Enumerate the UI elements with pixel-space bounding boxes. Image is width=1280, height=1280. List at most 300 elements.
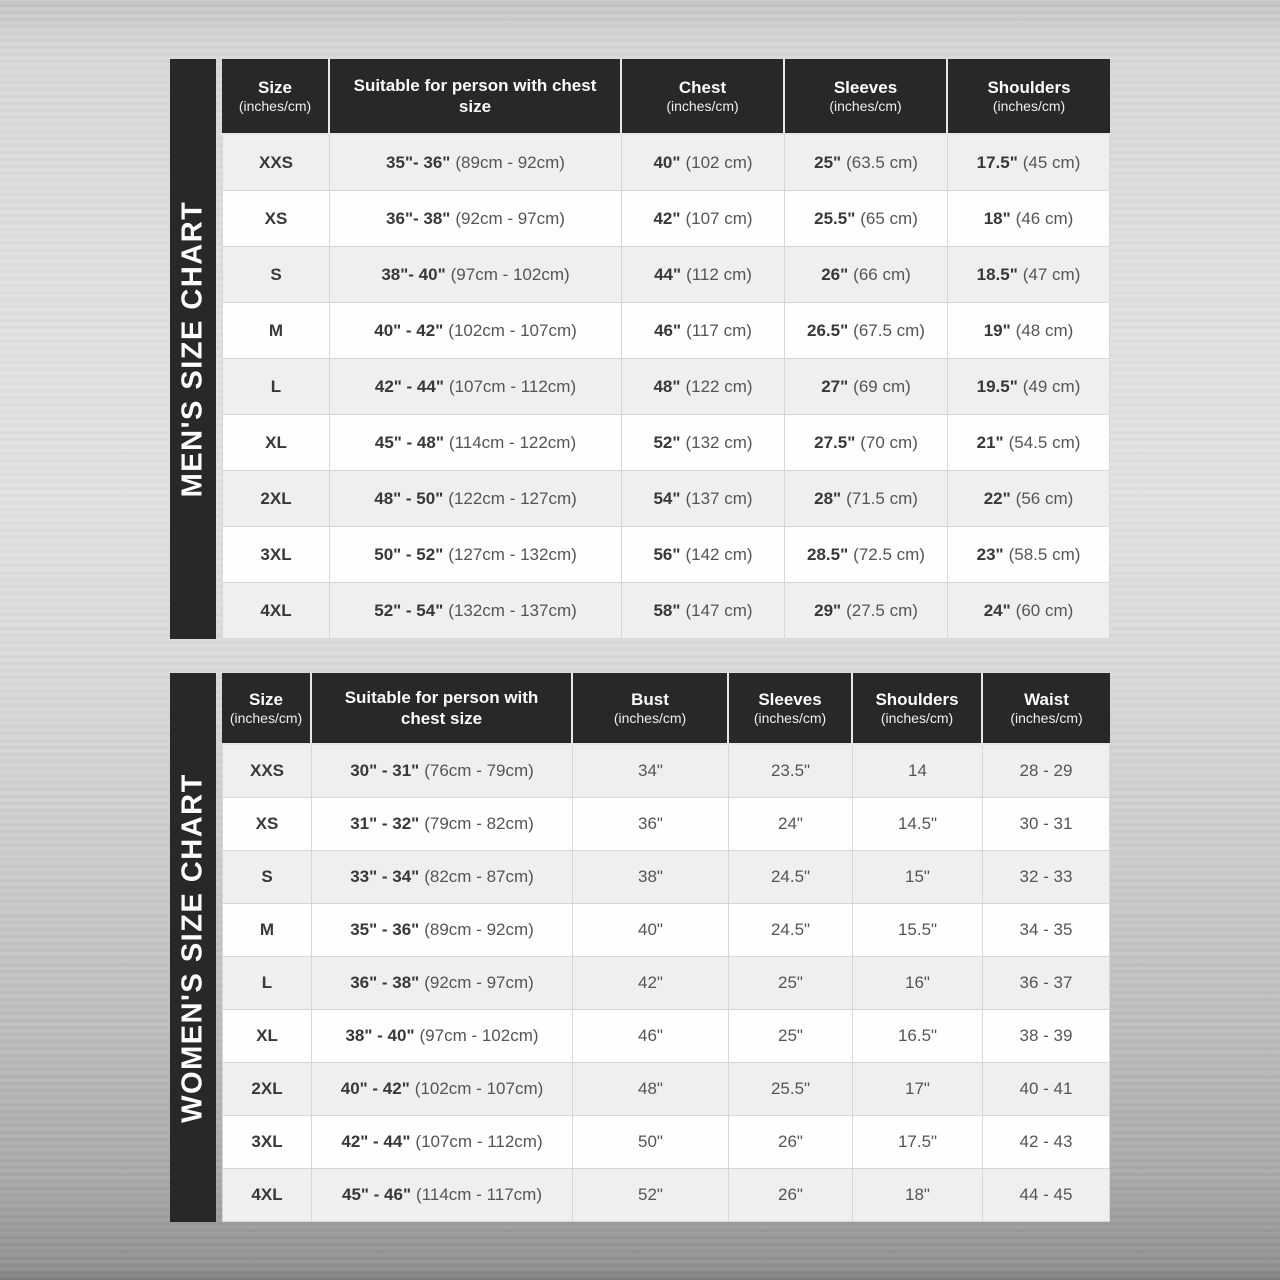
waist-value: 38 - 39 xyxy=(1019,1026,1073,1045)
header-subtitle: (inches/cm) xyxy=(1010,709,1083,726)
womens-table xyxy=(222,673,1110,1222)
waist-value: 40 - 41 xyxy=(1019,1079,1073,1098)
waist-cell xyxy=(983,957,1110,1010)
suitable-cm: (102cm - 107cm) xyxy=(448,320,577,340)
sleeves-value: 23.5" xyxy=(770,761,811,780)
size-cell xyxy=(222,471,330,527)
womens-header-sleeves xyxy=(729,673,853,743)
bust-value: 34" xyxy=(638,761,663,780)
chest-cell xyxy=(622,359,785,415)
suitable-cell xyxy=(312,851,573,904)
size-cell xyxy=(222,527,330,583)
bust-cell xyxy=(573,798,729,851)
shoulders-inches: 23" xyxy=(976,544,1004,564)
header-title: Bust xyxy=(631,689,669,709)
table-row xyxy=(222,851,1110,904)
shoulders-cell xyxy=(948,415,1110,471)
header-subtitle: (inches/cm) xyxy=(613,709,687,726)
shoulders-value: 16" xyxy=(905,973,930,992)
sleeves-cm: (27.5 cm) xyxy=(846,600,918,620)
shoulders-cell xyxy=(853,1010,983,1063)
size-value: L xyxy=(270,376,282,396)
mens-table xyxy=(222,59,1110,639)
shoulders-cm: (56 cm) xyxy=(1015,488,1074,508)
mens-size-chart xyxy=(170,59,1110,639)
bust-value: 36" xyxy=(638,814,663,833)
suitable-cell xyxy=(312,1063,573,1116)
shoulders-cm: (48 cm) xyxy=(1015,320,1074,340)
table-row xyxy=(222,527,1110,583)
sleeves-cell xyxy=(785,135,948,191)
table-row xyxy=(222,957,1110,1010)
suitable-cm: (132cm - 137cm) xyxy=(448,600,577,620)
sleeves-cell xyxy=(729,798,853,851)
bust-value: 38" xyxy=(638,867,663,886)
shoulders-inches: 18.5" xyxy=(976,264,1018,284)
bust-cell xyxy=(573,1063,729,1116)
sleeves-value: 26" xyxy=(778,1132,803,1151)
size-cell xyxy=(222,415,330,471)
mens-header-chest xyxy=(622,59,785,133)
suitable-range: 48" - 50" xyxy=(374,488,444,508)
waist-cell xyxy=(983,904,1110,957)
size-value: 2XL xyxy=(251,1079,283,1098)
chest-inches: 52" xyxy=(653,432,681,452)
shoulders-cell xyxy=(853,851,983,904)
shoulders-cm: (49 cm) xyxy=(1022,376,1081,396)
bust-cell xyxy=(573,1010,729,1063)
suitable-range: 45" - 48" xyxy=(374,432,444,452)
size-value: S xyxy=(270,264,282,284)
shoulders-value: 15.5" xyxy=(897,920,938,939)
shoulders-cell xyxy=(948,583,1110,639)
waist-value: 36 - 37 xyxy=(1019,973,1073,992)
womens-sidebar xyxy=(170,673,216,1222)
bust-cell xyxy=(573,745,729,798)
suitable-cm: (127cm - 132cm) xyxy=(448,544,577,564)
sleeves-cell xyxy=(785,191,948,247)
suitable-cell xyxy=(330,583,622,639)
header-title: Chest xyxy=(678,77,727,97)
size-cell xyxy=(222,851,312,904)
shoulders-inches: 21" xyxy=(976,432,1004,452)
size-value: XS xyxy=(264,208,288,228)
chest-cm: (117 cm) xyxy=(686,320,752,340)
chest-cell xyxy=(622,247,785,303)
sleeves-cm: (66 cm) xyxy=(853,264,911,284)
table-row xyxy=(222,359,1110,415)
suitable-cell xyxy=(330,191,622,247)
chest-cell xyxy=(622,191,785,247)
womens-header-size xyxy=(222,673,312,743)
chest-cm: (107 cm) xyxy=(685,208,753,228)
suitable-cell xyxy=(330,527,622,583)
waist-cell xyxy=(983,745,1110,798)
sleeves-inches: 27.5" xyxy=(814,432,856,452)
sleeves-cell xyxy=(729,1169,853,1222)
chest-cell xyxy=(622,583,785,639)
suitable-range: 31" - 32" xyxy=(350,814,420,833)
header-title: Size xyxy=(257,77,293,97)
womens-size-chart xyxy=(170,673,1110,1222)
womens-header-shoulders xyxy=(853,673,983,743)
shoulders-cm: (46 cm) xyxy=(1015,208,1074,228)
waist-cell xyxy=(983,1116,1110,1169)
suitable-range: 40" - 42" xyxy=(340,1079,410,1098)
suitable-range: 36" - 38" xyxy=(350,973,420,992)
bust-value: 48" xyxy=(638,1079,663,1098)
suitable-range: 36"- 38" xyxy=(386,208,451,228)
sleeves-cm: (71.5 cm) xyxy=(846,488,918,508)
suitable-cm: (114cm - 117cm) xyxy=(416,1185,542,1204)
suitable-cm: (107cm - 112cm) xyxy=(415,1132,543,1151)
sleeves-cm: (65 cm) xyxy=(860,208,918,228)
sleeves-cell xyxy=(785,247,948,303)
shoulders-value: 16.5" xyxy=(897,1026,938,1045)
shoulders-value: 14.5" xyxy=(897,814,938,833)
sleeves-inches: 27" xyxy=(821,376,849,396)
size-value: M xyxy=(259,920,275,939)
womens-sidebar-label: WOMEN'S SIZE CHART xyxy=(176,772,209,1123)
bust-value: 52" xyxy=(638,1185,663,1204)
chest-cm: (147 cm) xyxy=(685,600,753,620)
shoulders-inches: 24" xyxy=(983,600,1011,620)
bust-value: 46" xyxy=(638,1026,663,1045)
suitable-range: 33" - 34" xyxy=(350,867,420,886)
table-row xyxy=(222,303,1110,359)
size-value: 3XL xyxy=(260,544,292,564)
table-row xyxy=(222,904,1110,957)
chest-cm: (132 cm) xyxy=(685,432,753,452)
suitable-cm: (107cm - 112cm) xyxy=(448,376,577,396)
shoulders-cell xyxy=(853,904,983,957)
table-row xyxy=(222,135,1110,191)
chest-inches: 44" xyxy=(654,264,682,284)
size-cell xyxy=(222,1169,312,1222)
waist-cell xyxy=(983,851,1110,904)
sleeves-inches: 26.5" xyxy=(807,320,849,340)
suitable-cm: (92cm - 97cm) xyxy=(455,208,565,228)
waist-value: 30 - 31 xyxy=(1019,814,1073,833)
shoulders-cell xyxy=(948,359,1110,415)
table-row xyxy=(222,1116,1110,1169)
header-title: Shoulders xyxy=(875,689,959,709)
waist-cell xyxy=(983,1010,1110,1063)
size-value: L xyxy=(261,973,273,992)
sleeves-cell xyxy=(785,583,948,639)
sleeves-value: 24.5" xyxy=(770,867,811,886)
mens-table-body xyxy=(222,135,1110,639)
size-value: XS xyxy=(255,814,279,833)
suitable-range: 38"- 40" xyxy=(381,264,446,284)
header-subtitle: (inches/cm) xyxy=(229,709,303,726)
shoulders-cell xyxy=(853,745,983,798)
suitable-range: 38" - 40" xyxy=(345,1026,415,1045)
shoulders-inches: 19.5" xyxy=(976,376,1018,396)
shoulders-inches: 17.5" xyxy=(976,152,1018,172)
sleeves-value: 25.5" xyxy=(770,1079,811,1098)
waist-value: 44 - 45 xyxy=(1019,1185,1073,1204)
table-row xyxy=(222,471,1110,527)
shoulders-cell xyxy=(948,471,1110,527)
chest-cell xyxy=(622,471,785,527)
sleeves-cell xyxy=(785,527,948,583)
shoulders-cell xyxy=(853,1063,983,1116)
size-cell xyxy=(222,1010,312,1063)
waist-value: 32 - 33 xyxy=(1019,867,1073,886)
mens-header-suitable xyxy=(330,59,622,133)
size-cell xyxy=(222,745,312,798)
bust-cell xyxy=(573,1169,729,1222)
suitable-cell xyxy=(330,135,622,191)
chest-cm: (142 cm) xyxy=(685,544,753,564)
chest-cm: (122 cm) xyxy=(685,376,753,396)
header-subtitle: (inches/cm) xyxy=(880,709,954,726)
waist-cell xyxy=(983,1063,1110,1116)
shoulders-value: 18" xyxy=(905,1185,930,1204)
sleeves-cell xyxy=(729,957,853,1010)
size-cell xyxy=(222,904,312,957)
mens-header-sleeves xyxy=(785,59,948,133)
chest-inches: 58" xyxy=(653,600,681,620)
womens-header-bust xyxy=(573,673,729,743)
table-row xyxy=(222,1063,1110,1116)
sleeves-cell xyxy=(729,1063,853,1116)
sleeves-cell xyxy=(729,1116,853,1169)
bust-cell xyxy=(573,904,729,957)
mens-header-size xyxy=(222,59,330,133)
bust-cell xyxy=(573,1116,729,1169)
chest-cell xyxy=(622,303,785,359)
suitable-range: 50" - 52" xyxy=(374,544,444,564)
size-cell xyxy=(222,1116,312,1169)
sleeves-value: 25" xyxy=(778,973,803,992)
sleeves-inches: 28" xyxy=(814,488,842,508)
suitable-range: 35"- 36" xyxy=(386,152,451,172)
suitable-range: 45" - 46" xyxy=(341,1185,412,1204)
size-cell xyxy=(222,1063,312,1116)
header-subtitle: (inches/cm) xyxy=(992,97,1066,114)
suitable-cm: (82cm - 87cm) xyxy=(424,867,534,886)
sleeves-inches: 25" xyxy=(814,152,842,172)
shoulders-cell xyxy=(853,798,983,851)
bust-value: 40" xyxy=(638,920,663,939)
shoulders-cell xyxy=(853,957,983,1010)
size-cell xyxy=(222,957,312,1010)
suitable-cm: (97cm - 102cm) xyxy=(419,1026,539,1045)
bust-value: 50" xyxy=(638,1132,663,1151)
suitable-cell xyxy=(312,745,573,798)
sleeves-cm: (67.5 cm) xyxy=(853,320,925,340)
waist-value: 34 - 35 xyxy=(1019,920,1073,939)
shoulders-cell xyxy=(948,247,1110,303)
size-value: 2XL xyxy=(260,488,292,508)
suitable-cell xyxy=(312,1010,573,1063)
header-subtitle: (inches/cm) xyxy=(753,709,827,726)
shoulders-cm: (45 cm) xyxy=(1022,152,1081,172)
shoulders-cell xyxy=(853,1169,983,1222)
header-title: Suitable for person with chest size xyxy=(344,687,539,728)
header-subtitle: (inches/cm) xyxy=(829,97,902,114)
suitable-cell xyxy=(330,359,622,415)
size-value: XXS xyxy=(249,761,285,780)
table-row xyxy=(222,191,1110,247)
shoulders-value: 15" xyxy=(905,867,930,886)
chest-inches: 48" xyxy=(653,376,681,396)
bust-cell xyxy=(573,851,729,904)
suitable-cm: (97cm - 102cm) xyxy=(450,264,570,284)
shoulders-cm: (58.5 cm) xyxy=(1008,544,1081,564)
suitable-cm: (114cm - 122cm) xyxy=(448,432,577,452)
suitable-cm: (76cm - 79cm) xyxy=(424,761,534,780)
shoulders-cm: (54.5 cm) xyxy=(1008,432,1081,452)
size-value: M xyxy=(268,320,284,340)
sleeves-inches: 28.5" xyxy=(807,544,849,564)
shoulders-value: 17.5" xyxy=(897,1132,938,1151)
sleeves-inches: 29" xyxy=(814,600,842,620)
mens-table-header xyxy=(222,59,1110,135)
sleeves-cm: (69 cm) xyxy=(853,376,911,396)
chest-inches: 54" xyxy=(653,488,681,508)
bust-cell xyxy=(573,957,729,1010)
header-title: Sleeves xyxy=(758,689,822,709)
sleeves-inches: 26" xyxy=(821,264,849,284)
chest-inches: 46" xyxy=(654,320,682,340)
sleeves-cm: (63.5 cm) xyxy=(846,152,918,172)
shoulders-inches: 19" xyxy=(983,320,1011,340)
sleeves-cm: (70 cm) xyxy=(860,432,918,452)
shoulders-cell xyxy=(948,135,1110,191)
suitable-cm: (102cm - 107cm) xyxy=(414,1079,544,1098)
table-row xyxy=(222,1010,1110,1063)
size-value: 3XL xyxy=(251,1132,283,1151)
shoulders-inches: 18" xyxy=(983,208,1011,228)
chest-cm: (112 cm) xyxy=(686,264,752,284)
womens-table-header xyxy=(222,673,1110,745)
size-value: XL xyxy=(256,1026,278,1045)
table-row xyxy=(222,583,1110,639)
sleeves-cell xyxy=(729,745,853,798)
header-title: Size xyxy=(248,689,284,709)
suitable-cm: (89cm - 92cm) xyxy=(424,920,534,939)
table-row xyxy=(222,415,1110,471)
size-cell xyxy=(222,135,330,191)
suitable-range: 42" - 44" xyxy=(341,1132,411,1151)
womens-table-body xyxy=(222,745,1110,1222)
sleeves-value: 24" xyxy=(778,814,803,833)
chest-inches: 40" xyxy=(653,152,681,172)
suitable-range: 35" - 36" xyxy=(350,920,420,939)
size-cell xyxy=(222,359,330,415)
shoulders-cell xyxy=(948,527,1110,583)
mens-header-shoulders xyxy=(948,59,1110,133)
suitable-range: 42" - 44" xyxy=(374,376,444,396)
sleeves-cell xyxy=(729,904,853,957)
sleeves-cell xyxy=(785,359,948,415)
size-cell xyxy=(222,798,312,851)
sleeves-value: 25" xyxy=(778,1026,803,1045)
suitable-cm: (89cm - 92cm) xyxy=(455,152,565,172)
shoulders-cell xyxy=(853,1116,983,1169)
chest-cm: (137 cm) xyxy=(685,488,753,508)
chest-cell xyxy=(622,415,785,471)
suitable-range: 40" - 42" xyxy=(374,320,444,340)
chest-cell xyxy=(622,135,785,191)
table-row xyxy=(222,1169,1110,1222)
header-title: Suitable for person with chest size xyxy=(353,75,597,116)
suitable-cell xyxy=(330,247,622,303)
suitable-cell xyxy=(330,415,622,471)
suitable-cell xyxy=(312,1116,573,1169)
size-value: 4XL xyxy=(260,600,292,620)
sleeves-value: 24.5" xyxy=(770,920,811,939)
size-cell xyxy=(222,303,330,359)
womens-header-waist xyxy=(983,673,1110,743)
sleeves-value: 26" xyxy=(778,1185,803,1204)
shoulders-cm: (47 cm) xyxy=(1022,264,1081,284)
chest-cell xyxy=(622,527,785,583)
header-title: Waist xyxy=(1024,689,1069,709)
shoulders-inches: 22" xyxy=(983,488,1011,508)
size-value: S xyxy=(261,867,273,886)
header-title: Sleeves xyxy=(833,77,898,97)
sleeves-cell xyxy=(729,1010,853,1063)
sleeves-inches: 25.5" xyxy=(814,208,856,228)
sleeves-cell xyxy=(785,303,948,359)
header-title: Shoulders xyxy=(987,77,1071,97)
suitable-cm: (122cm - 127cm) xyxy=(448,488,577,508)
suitable-cell xyxy=(312,1169,573,1222)
table-row xyxy=(222,745,1110,798)
size-value: XXS xyxy=(258,152,294,172)
suitable-range: 52" - 54" xyxy=(374,600,444,620)
sleeves-cm: (72.5 cm) xyxy=(853,544,925,564)
sleeves-cell xyxy=(729,851,853,904)
bust-value: 42" xyxy=(638,973,663,992)
chest-inches: 42" xyxy=(653,208,681,228)
size-value: XL xyxy=(265,432,287,452)
size-cell xyxy=(222,191,330,247)
chest-inches: 56" xyxy=(653,544,681,564)
shoulders-value: 14 xyxy=(908,761,927,780)
size-value: 4XL xyxy=(251,1185,283,1204)
suitable-cm: (92cm - 97cm) xyxy=(424,973,534,992)
suitable-cell xyxy=(312,904,573,957)
shoulders-value: 17" xyxy=(905,1079,930,1098)
table-row xyxy=(222,798,1110,851)
suitable-cell xyxy=(312,957,573,1010)
womens-header-suitable xyxy=(312,673,573,743)
waist-value: 28 - 29 xyxy=(1019,761,1073,780)
waist-value: 42 - 43 xyxy=(1019,1132,1073,1151)
waist-cell xyxy=(983,798,1110,851)
sleeves-cell xyxy=(785,471,948,527)
waist-cell xyxy=(983,1169,1110,1222)
header-subtitle: (inches/cm) xyxy=(238,97,312,114)
suitable-cell xyxy=(330,303,622,359)
chest-cm: (102 cm) xyxy=(685,152,753,172)
sleeves-cell xyxy=(785,415,948,471)
size-cell xyxy=(222,583,330,639)
table-row xyxy=(222,247,1110,303)
suitable-cell xyxy=(330,471,622,527)
mens-sidebar xyxy=(170,59,216,639)
shoulders-cell xyxy=(948,303,1110,359)
suitable-range: 30" - 31" xyxy=(350,761,420,780)
suitable-cell xyxy=(312,798,573,851)
mens-sidebar-label: MEN'S SIZE CHART xyxy=(176,200,209,498)
size-cell xyxy=(222,247,330,303)
